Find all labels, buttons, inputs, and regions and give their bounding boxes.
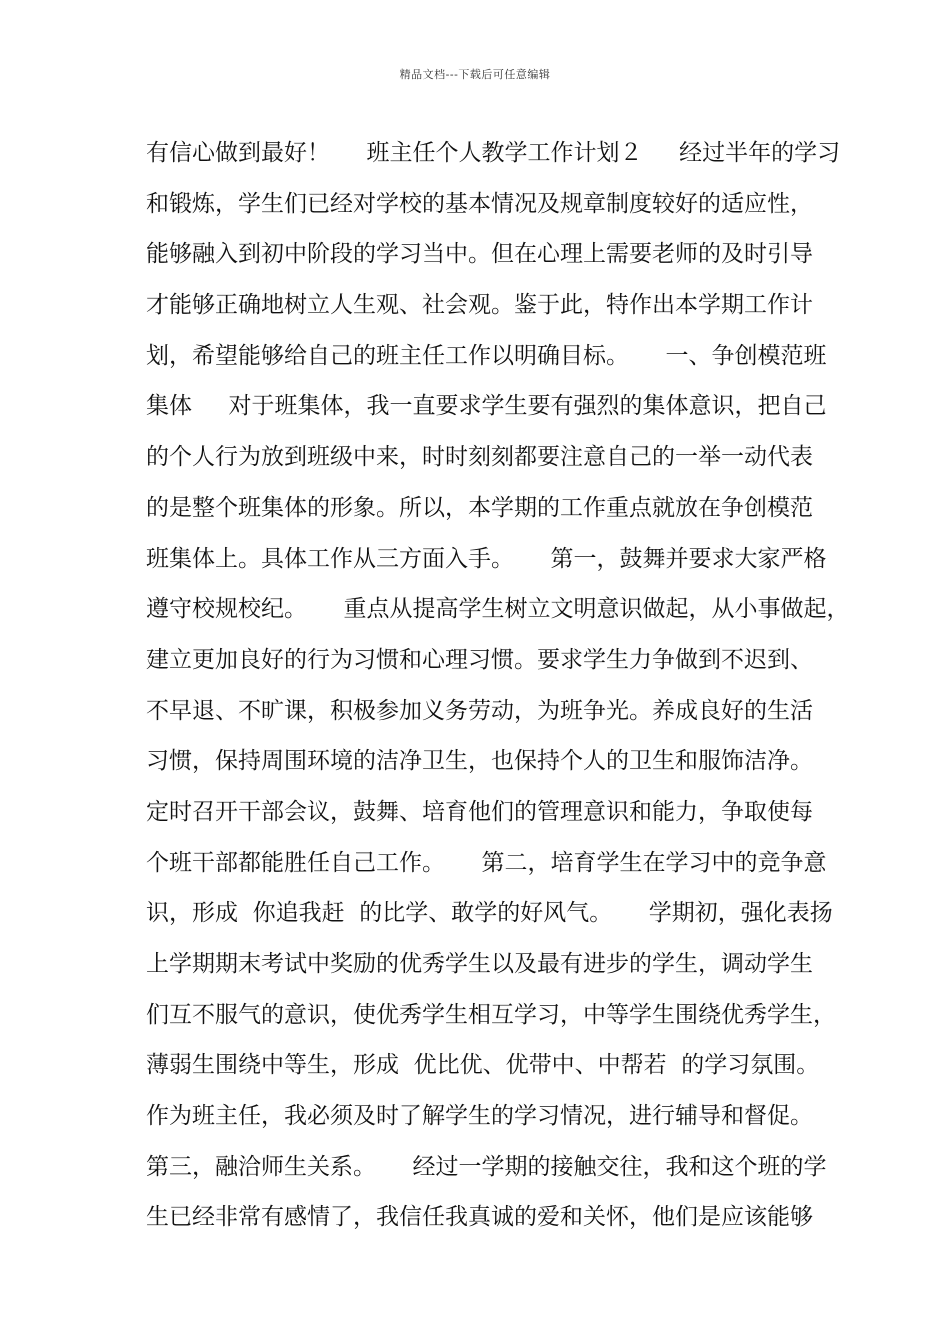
text-line: 生已经非常有感情了，我信任我真诚的爱和关怀，他们是应该能够: [146, 1204, 813, 1231]
text-line: 定时召开干部会议，鼓舞、培育他们的管理意识和能力，争取使每: [146, 798, 813, 825]
text-line: 和锻炼，学生们已经对学校的基本情况及规章制度较好的适应性，: [146, 190, 813, 217]
text-line: 班集体上。具体工作从三方面入手。 第一，鼓舞并要求大家严格: [146, 545, 827, 572]
page-header: 精品文档---下载后可任意编辑: [399, 68, 551, 81]
document-body: [146, 128, 850, 1243]
text-line: 不早退、不旷课，积极参加义务劳动，为班争光。养成良好的生活: [146, 697, 813, 724]
text-line: 作为班主任，我必须及时了解学生的学习情况，进行辅导和督促。: [146, 1103, 813, 1130]
text-line: 才能够正确地树立人生观、社会观。鉴于此，特作出本学期工作计: [146, 292, 813, 319]
text-line: 的是整个班集体的形象。所以，本学期的工作重点就放在争创模范: [146, 494, 813, 521]
text-line: 上学期期末考试中奖励的优秀学生以及最有进步的学生，调动学生: [146, 951, 813, 977]
text-line: 个班干部都能胜任自己工作。 第二，培育学生在学习中的竞争意: [146, 849, 827, 876]
text-line: 们互不服气的意识，使优秀学生相互学习，中等学生围绕优秀学生，: [146, 1001, 836, 1028]
text-line: 习惯，保持周围环境的洁净卫生，也保持个人的卫生和服饰洁净。: [146, 748, 813, 775]
text-line: 集体 对于班集体，我一直要求学生要有强烈的集体意识，把自己: [146, 393, 827, 420]
text-line: 能够融入到初中阶段的学习当中。但在心理上需要老师的及时引导: [146, 241, 813, 268]
text-line: 有信心做到最好！ 班主任个人教学工作计划２ 经过半年的学习: [146, 140, 841, 166]
text-line: 第三，融洽师生关系。 经过一学期的接触交往，我和这个班的学: [146, 1153, 827, 1180]
text-line: 薄弱生围绕中等生，形成 优比优、优带中、中帮若 的学习氛围。: [146, 1052, 820, 1079]
text-line: 遵守校规校纪。 重点从提高学生树立文明意识做起，从小事做起，: [146, 596, 850, 623]
text-line: 的个人行为放到班级中来，时时刻刻都要注意自己的一举一动代表: [146, 444, 813, 471]
text-line: 建立更加良好的行为习惯和心理习惯。要求学生力争做到不迟到、: [146, 646, 813, 673]
text-line: 识，形成 你追我赶 的比学、敢学的好风气。 学期初，强化表扬: [146, 900, 833, 927]
text-line: 划，希望能够给自己的班主任工作以明确目标。 一、争创模范班: [146, 342, 827, 369]
